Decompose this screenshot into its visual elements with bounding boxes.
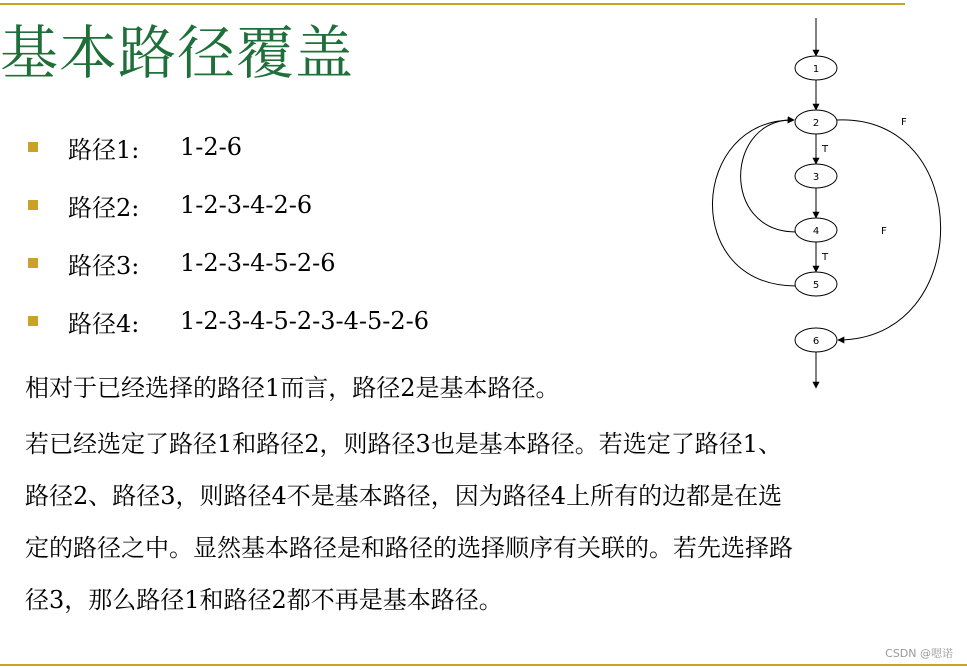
path-label: 路径3: [68,251,140,280]
top-divider [0,3,905,5]
edge-label-false-2-6: F [901,117,907,128]
bottom-divider [0,664,967,666]
node-label-4: 4 [812,226,820,237]
path-item-2 [28,176,429,234]
path-label: 路径4: [68,309,140,338]
paragraph-explanation: 若已经选定了路径1和路径2，则路径3也是基本路径。若选定了路径1、路径2、路径3，则路径4不是基本路径，因为路径4上所有的边都是在选定的路径之中。显然基本路径是和路径的选择顺序有关联的。若先选择路径3，那么路径1和路径2都不再是基本路径。 [25,430,793,614]
bullet-square-icon [28,258,38,268]
path-label: 路径1: [68,135,140,164]
bullet-square-icon [28,200,38,210]
edge-label-true-4-5: T [822,252,829,263]
path-item-3 [28,234,429,292]
watermark: CSDN @嗯诺 [885,647,953,660]
slide-title: 基本路径覆盖 [0,19,355,87]
path-label: 路径2: [68,193,140,222]
path-sequence: 1-2-3-4-5-2-6 [180,249,336,277]
bullet-square-icon [28,316,38,326]
path-sequence: 1-2-3-4-2-6 [180,191,313,219]
edge-4-2 [741,120,796,232]
node-label-2: 2 [812,118,820,129]
node-label-1: 1 [812,64,820,75]
edge-label-true-2-3: T [822,144,829,155]
bullet-square-icon [28,142,38,152]
node-label-6: 6 [812,336,820,347]
edge-label-false-outer: F [881,226,887,237]
edge-5-2 [712,120,796,286]
path-sequence: 1-2-6 [180,133,243,161]
path-item-1 [28,118,429,176]
path-list [28,118,429,350]
path-item-4 [28,292,429,350]
paragraph-basis-path: 相对于已经选择的路径1而言，路径2是基本路径。 [25,374,560,402]
node-label-5: 5 [812,280,820,291]
edge-2-6 [837,120,941,340]
path-sequence: 1-2-3-4-5-2-3-4-5-2-6 [180,307,430,335]
flow-graph [700,8,960,398]
node-label-3: 3 [812,172,820,183]
